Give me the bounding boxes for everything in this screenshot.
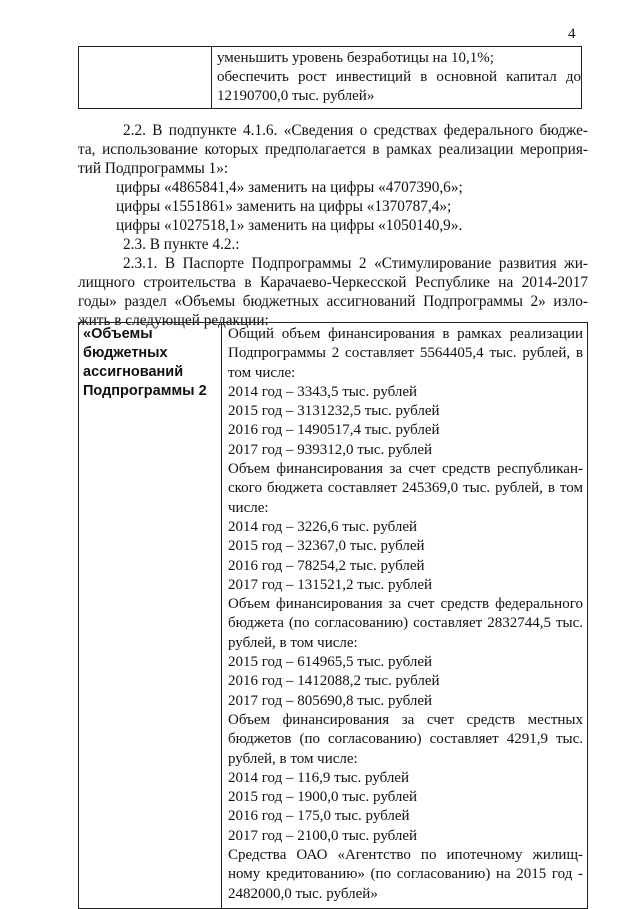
financing-line: 2017 год – 805690,8 тыс. рублей bbox=[228, 692, 433, 709]
label-line: «Объемы bbox=[83, 326, 153, 342]
text-line: 2.3.1. В Паспорте Подпрограммы 2 «Стимулирование развития жи- bbox=[123, 255, 588, 272]
text-line: годы» раздел «Объемы бюджетных ассигнований Подпрограммы 2» изло- bbox=[78, 293, 588, 310]
paragraph-2-3 bbox=[78, 235, 588, 254]
paragraph-2-3-1 bbox=[78, 254, 588, 330]
financing-line: 2017 год – 131521,2 тыс. рублей bbox=[228, 576, 433, 593]
financing-line: рублей, в том числе: bbox=[228, 750, 358, 767]
goal-line: 12190700,0 тыс. рублей» bbox=[217, 88, 375, 104]
replacement-item: цифры «1027518,1» заменить на цифры «1050140,9». bbox=[116, 217, 463, 234]
text-line: 2.3. В пункте 4.2.: bbox=[123, 236, 240, 253]
financing-line: Объем финансирования за счет средств федерального bbox=[228, 596, 583, 613]
text-line: лищного строительства в Карачаево-Черкесской Республике на 2014-2017 bbox=[78, 274, 588, 291]
label-line: Подпрограммы 2 bbox=[83, 383, 207, 399]
financing-line: 2015 год – 614965,5 тыс. рублей bbox=[228, 654, 433, 671]
financing-line: 2015 год – 32367,0 тыс. рублей bbox=[228, 538, 425, 555]
goal-line: обеспечить рост инвестиций в основной капитал до bbox=[217, 69, 581, 85]
financing-details-cell bbox=[222, 323, 588, 909]
financing-line: 2482000,0 тыс. рублей» bbox=[228, 885, 378, 902]
replacement-list bbox=[78, 178, 588, 235]
financing-line: бюджета (по согласованию) составляет 2832744,5 тыс. bbox=[228, 615, 583, 632]
budget-allocations-table bbox=[78, 322, 588, 909]
financing-line: 2014 год – 116,9 тыс. рублей bbox=[228, 769, 409, 786]
replacement-item: цифры «1551861» заменить на цифры «1370787,4»; bbox=[116, 198, 452, 215]
financing-line: рублей, в том числе: bbox=[228, 634, 358, 651]
financing-line: 2017 год – 939312,0 тыс. рублей bbox=[228, 441, 433, 458]
financing-line: числе: bbox=[228, 499, 269, 516]
financing-line: 2016 год – 175,0 тыс. рублей bbox=[228, 808, 410, 825]
financing-line: 2016 год – 1490517,4 тыс. рублей bbox=[228, 422, 440, 439]
text-line: та, использование которых предполагается в рамках реализации мероприя- bbox=[78, 141, 588, 158]
financing-line: бюджетов (по согласованию) составляет 4291,9 тыс. bbox=[228, 731, 583, 748]
financing-line: 2014 год – 3343,5 тыс. рублей bbox=[228, 383, 418, 400]
label-line: ассигнований bbox=[83, 364, 184, 380]
financing-line: 2017 год – 2100,0 тыс. рублей bbox=[228, 827, 418, 844]
financing-line: том числе: bbox=[228, 364, 296, 381]
goals-cell bbox=[212, 47, 582, 109]
empty-label-cell bbox=[79, 47, 212, 109]
financing-line: 2016 год – 78254,2 тыс. рублей bbox=[228, 557, 425, 574]
financing-line: Подпрограммы 2 составляет 5564405,4 тыс. рублей, в bbox=[228, 345, 583, 362]
financing-line: Средства ОАО «Агентство по ипотечному жилищ- bbox=[228, 847, 583, 864]
financing-line: ному кредитованию» (по согласованию) на 2015 год - bbox=[228, 866, 583, 883]
replacement-item: цифры «4865841,4» заменить на цифры «4707390,6»; bbox=[116, 179, 463, 196]
financing-line: 2015 год – 1900,0 тыс. рублей bbox=[228, 789, 418, 806]
financing-line: Общий объем финансирования в рамках реализации bbox=[228, 326, 583, 342]
continuation-table bbox=[78, 46, 582, 109]
financing-line: 2016 год – 1412088,2 тыс. рублей bbox=[228, 673, 440, 690]
document-body bbox=[78, 121, 588, 330]
paragraph-2-2 bbox=[78, 121, 588, 178]
financing-line: Объем финансирования за счет средств республикан- bbox=[228, 461, 583, 478]
financing-line: ского бюджета составляет 245369,0 тыс. рублей, в том bbox=[228, 480, 583, 497]
text-line: 2.2. В подпункте 4.1.6. «Сведения о средствах федерального бюдже- bbox=[123, 122, 588, 139]
text-line: жить в следующей редакции: bbox=[78, 312, 269, 329]
goal-line: уменьшить уровень безработицы на 10,1%; bbox=[217, 50, 494, 66]
financing-line: 2015 год – 3131232,5 тыс. рублей bbox=[228, 403, 440, 420]
text-line: тий Подпрограммы 1»: bbox=[78, 160, 229, 177]
financing-line: 2014 год – 3226,6 тыс. рублей bbox=[228, 518, 418, 535]
page-number: 4 bbox=[568, 26, 576, 42]
section-label-cell bbox=[79, 323, 222, 909]
financing-line: Объем финансирования за счет средств местных bbox=[228, 711, 583, 728]
label-line: бюджетных bbox=[83, 345, 168, 361]
